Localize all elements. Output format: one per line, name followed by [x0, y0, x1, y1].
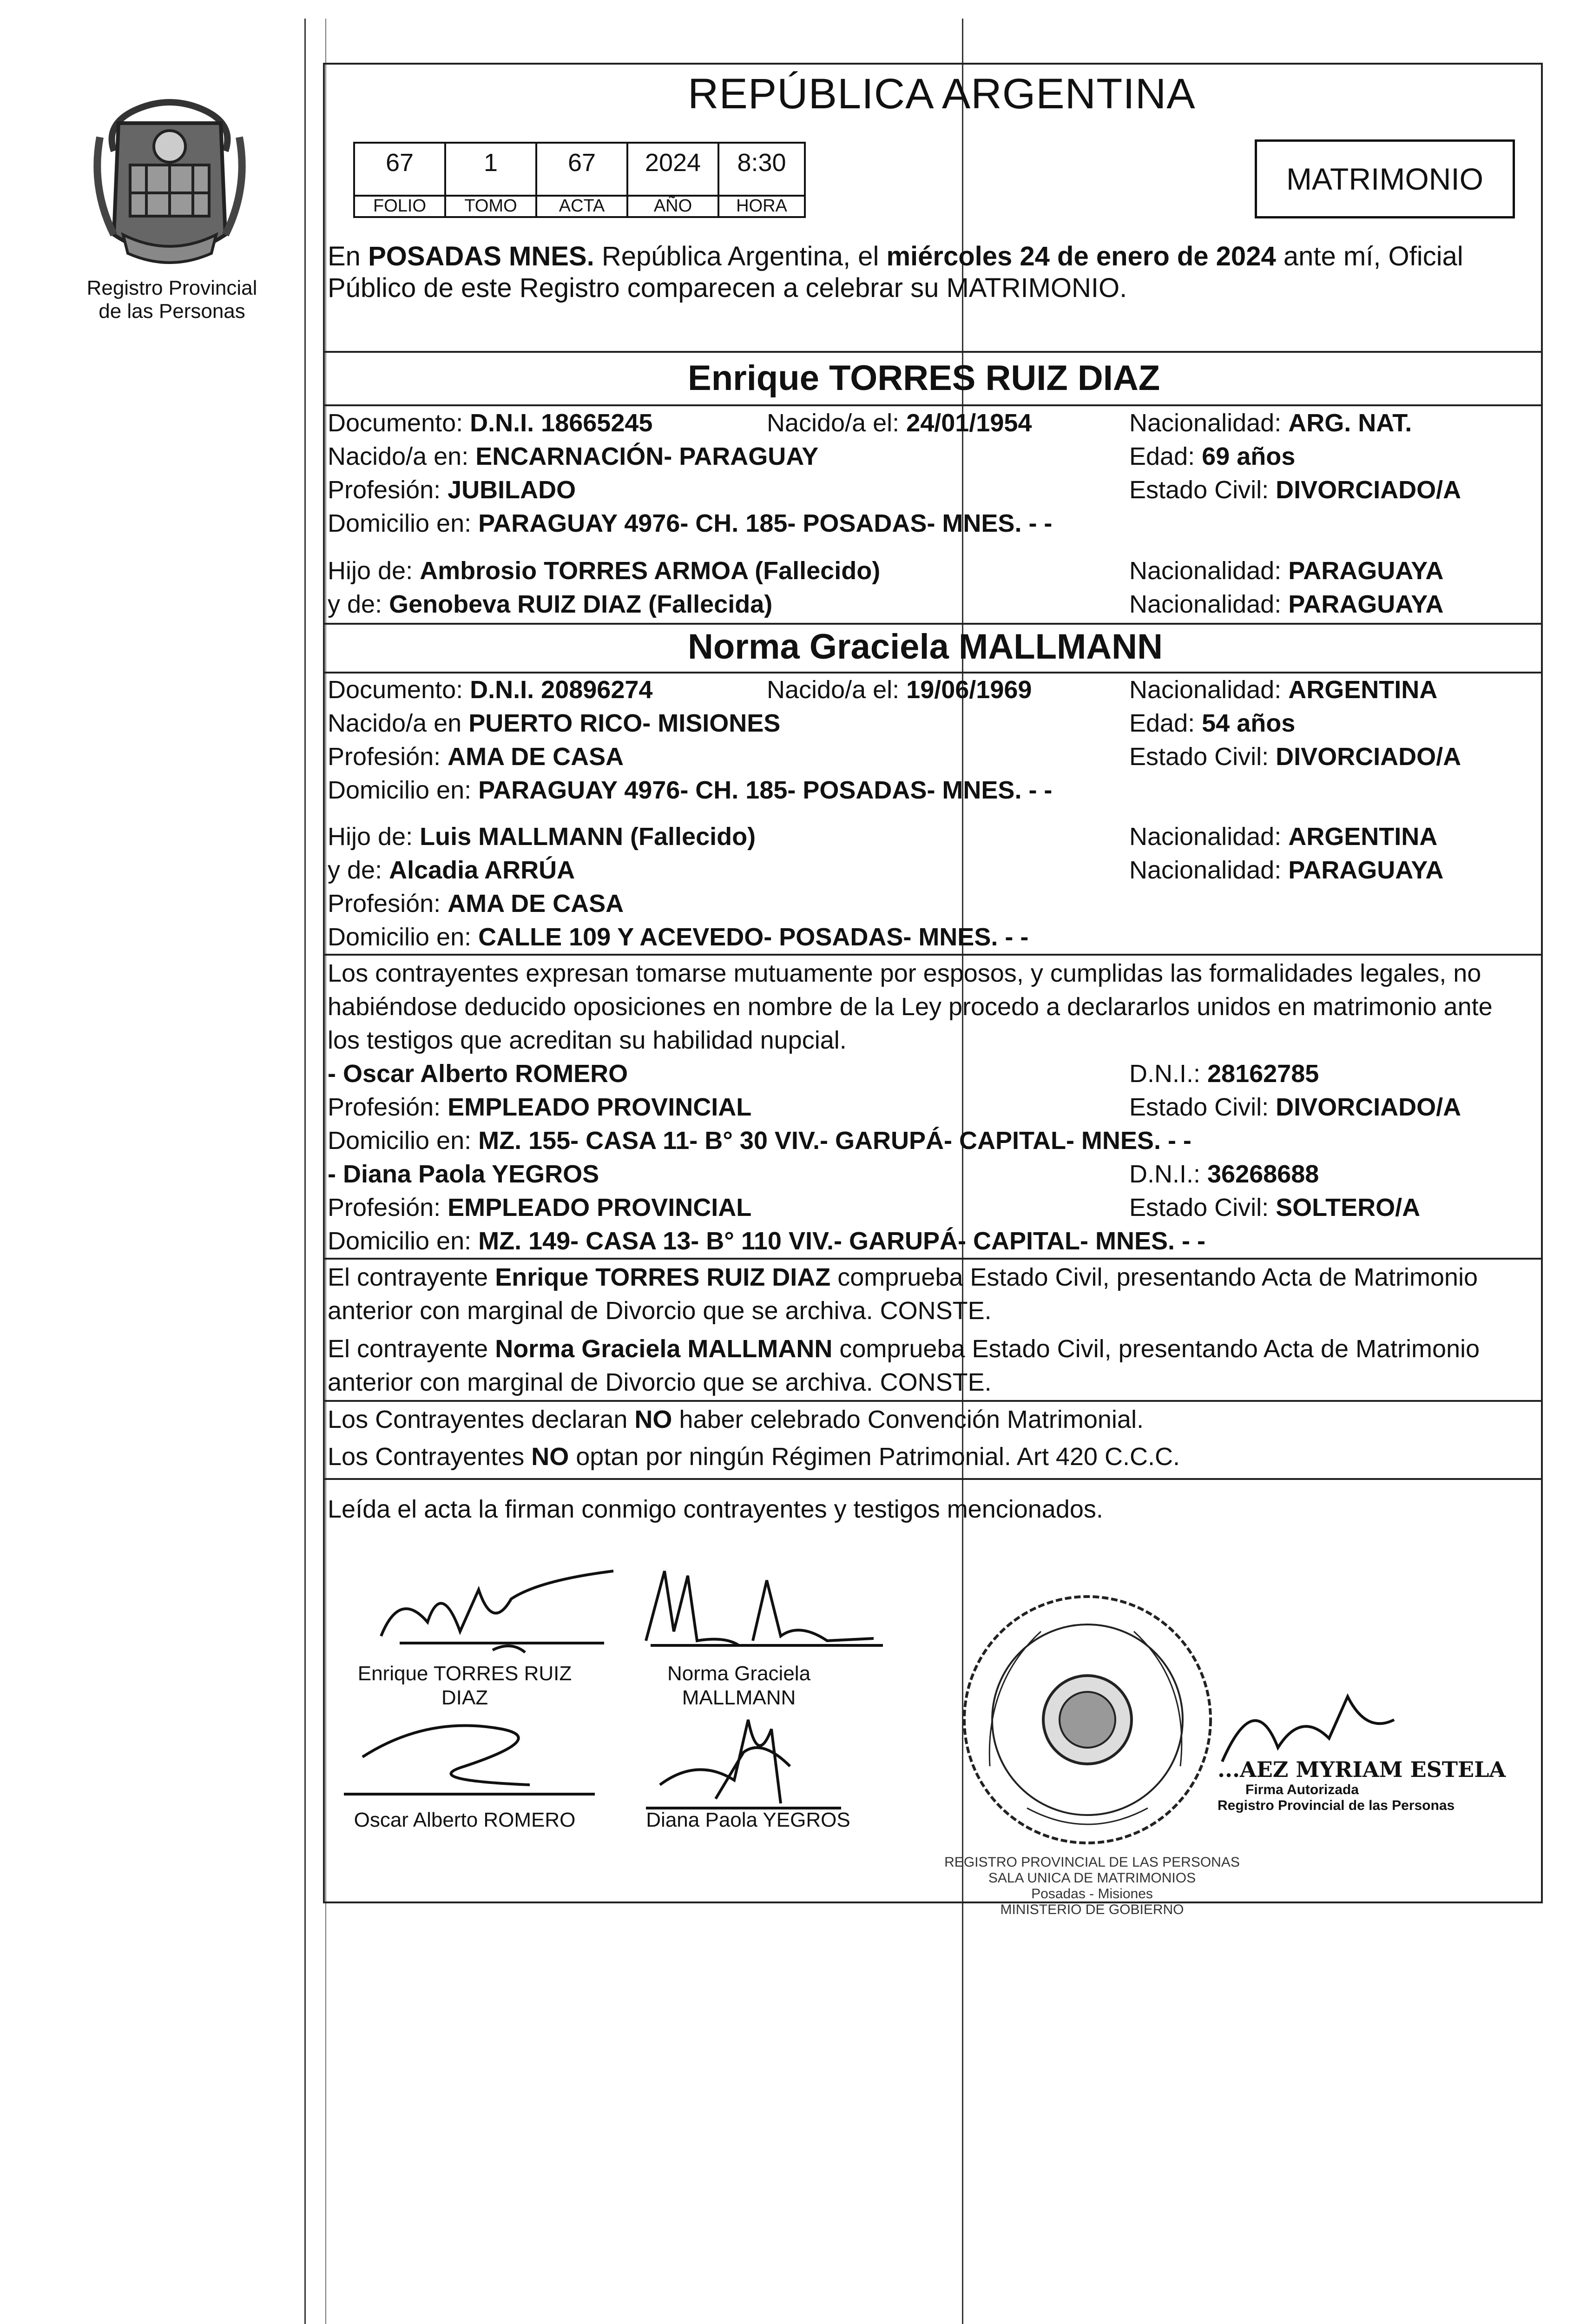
- intro-text-2: República Argentina, el: [594, 241, 887, 271]
- witness1-dni: [1129, 1059, 1319, 1089]
- c2-father: [328, 822, 756, 852]
- signature-oscar-scribble-icon: [335, 1701, 613, 1803]
- signature-label-norma-line2: MALLMANN: [682, 1686, 796, 1709]
- witness1-dom-label: Domicilio en:: [328, 1127, 479, 1155]
- c2-mother-nat-label: Nacionalidad:: [1129, 856, 1289, 884]
- c1-mother: [328, 589, 772, 619]
- stamp-text-group: [929, 1855, 1255, 1918]
- witness2-dom: [328, 1226, 1205, 1256]
- c1-doc: [328, 408, 652, 438]
- intro-date: miércoles 24 de enero de 2024: [886, 241, 1276, 271]
- folio-label: FOLIO: [353, 195, 446, 218]
- witness1-dni-label: D.N.I.:: [1129, 1060, 1208, 1088]
- c2-mother-label: y de:: [328, 856, 389, 884]
- c1-age-label: Edad:: [1129, 442, 1202, 470]
- c1-nat-label: Nacionalidad:: [1129, 409, 1289, 437]
- witness2-name: - Diana Paola YEGROS: [328, 1160, 599, 1188]
- note1-line1: [328, 1262, 1478, 1292]
- page-title: REPÚBLICA ARGENTINA: [688, 70, 1196, 118]
- c2-mother-prof-value: AMA DE CASA: [448, 890, 624, 918]
- intro-text-3: ante mí, Oficial: [1276, 241, 1463, 271]
- c2-mother-dom-value: CALLE 109 Y ACEVEDO- POSADAS- MNES. - -: [478, 923, 1029, 951]
- note3-text-c: haber celebrado Convención Matrimonial.: [672, 1406, 1144, 1433]
- c2-civil-label: Estado Civil:: [1129, 743, 1276, 771]
- witness1-civil: [1129, 1092, 1461, 1122]
- c2-born-label: Nacido/a el:: [767, 676, 907, 704]
- note2-name: Norma Graciela MALLMANN: [495, 1335, 833, 1363]
- note1-text-a: El contrayente: [328, 1263, 495, 1291]
- divider-2: [323, 404, 1543, 406]
- note1-text-c: comprueba Estado Civil, presentando Acta de Matrimonio: [830, 1263, 1478, 1291]
- c1-age: [1129, 442, 1295, 471]
- witness1-civil-value: DIVORCIADO/A: [1276, 1093, 1462, 1121]
- c1-birthplace-value: ENCARNACIÓN- PARAGUAY: [475, 442, 819, 470]
- intro-place: POSADAS MNES.: [368, 241, 594, 271]
- c1-born-label: Nacido/a el:: [767, 409, 907, 437]
- c2-dom-label: Domicilio en:: [328, 776, 479, 804]
- c2-prof-label: Profesión:: [328, 743, 448, 771]
- c2-prof: [328, 742, 624, 772]
- tomo-label: TOMO: [444, 195, 537, 218]
- divider-7: [323, 1400, 1543, 1402]
- official-info: [1218, 1757, 1543, 1814]
- c2-nat-label: Nacionalidad:: [1129, 676, 1289, 704]
- provincial-logo: [86, 95, 253, 272]
- witness2-dni-value: 36268688: [1207, 1160, 1319, 1188]
- signature-label-enrique-line1: Enrique TORRES RUIZ: [357, 1662, 572, 1685]
- c1-father-nat: [1129, 556, 1443, 586]
- c2-born: [767, 675, 1032, 705]
- c1-birthplace-label: Nacido/a en:: [328, 442, 476, 470]
- divider-3: [323, 623, 1543, 625]
- divider-4: [323, 672, 1543, 673]
- act-type-box: [1255, 139, 1515, 218]
- c1-mother-nat-label: Nacionalidad:: [1129, 590, 1289, 618]
- c2-age-value: 54 años: [1202, 709, 1296, 737]
- witness1-prof-value: EMPLEADO PROVINCIAL: [448, 1093, 752, 1121]
- witness1-dni-value: 28162785: [1207, 1060, 1319, 1088]
- c2-mother-nat: [1129, 855, 1443, 885]
- witness2-dom-value: MZ. 149- CASA 13- B° 110 VIV.- GARUPÁ- CAPITAL- MNES. - -: [478, 1227, 1205, 1255]
- stamp-inner-text: SALA UNICA DE MATRIMONIOS: [988, 1870, 1196, 1886]
- c2-dom: [328, 775, 1052, 805]
- c1-father-value: Ambrosio TORRES ARMOA (Fallecido): [420, 557, 881, 585]
- c1-doc-label: Documento:: [328, 409, 470, 437]
- c2-civil: [1129, 742, 1461, 772]
- official-name: ...AEZ MYRIAM ESTELA: [1218, 1757, 1506, 1782]
- intro-text-1: En: [328, 241, 369, 271]
- signature-enrique-scribble-icon: [372, 1562, 632, 1664]
- c2-father-label: Hijo de:: [328, 823, 420, 851]
- c1-dom: [328, 508, 1052, 538]
- contrayente2-name: Norma Graciela MALLMANN: [688, 627, 1163, 667]
- acta-label: ACTA: [535, 195, 628, 218]
- c2-father-nat: [1129, 822, 1437, 852]
- c1-prof-value: JUBILADO: [448, 476, 576, 504]
- divider-6: [323, 1258, 1543, 1260]
- note2-line2: anterior con marginal de Divorcio que se archiva. CONSTE.: [328, 1368, 992, 1396]
- witness2-dom-label: Domicilio en:: [328, 1227, 479, 1255]
- witness1-prof-label: Profesión:: [328, 1093, 448, 1121]
- declaration-line2: habiéndose deducido oposiciones en nombre de la Ley procedo a declararlos unidos en matrimonio ante: [328, 993, 1493, 1021]
- contrayente1-name: Enrique TORRES RUIZ DIAZ: [688, 358, 1160, 398]
- witness1-civil-label: Estado Civil:: [1129, 1093, 1276, 1121]
- signature-label-oscar: Oscar Alberto ROMERO: [354, 1809, 576, 1831]
- c2-age-label: Edad:: [1129, 709, 1202, 737]
- note3-no: NO: [634, 1406, 672, 1433]
- c2-mother-value: Alcadia ARRÚA: [389, 856, 575, 884]
- logo-caption: [79, 277, 265, 323]
- c1-father-nat-value: PARAGUAYA: [1288, 557, 1444, 585]
- witness1-dom-value: MZ. 155- CASA 11- B° 30 VIV.- GARUPÁ- CAPITAL- MNES. - -: [478, 1127, 1192, 1155]
- signature-diana-scribble-icon: [641, 1710, 855, 1822]
- c2-birthplace-label: Nacido/a en: [328, 709, 469, 737]
- witness2-dni: [1129, 1159, 1319, 1189]
- c2-birthplace: [328, 708, 780, 738]
- c2-nat-value: ARGENTINA: [1288, 676, 1438, 704]
- witness1-dom: [328, 1126, 1192, 1155]
- note3-text-a: Los Contrayentes declaran: [328, 1406, 635, 1433]
- c1-mother-label: y de:: [328, 590, 389, 618]
- divider-1: [323, 351, 1543, 353]
- c2-dom-value: PARAGUAY 4976- CH. 185- POSADAS- MNES. - -: [478, 776, 1053, 804]
- c2-doc-label: Documento:: [328, 676, 470, 704]
- note4-no: NO: [531, 1443, 569, 1471]
- c1-doc-value: D.N.I. 18665245: [470, 409, 653, 437]
- misiones-provincial-shield-icon: [86, 95, 253, 272]
- note2-text-c: comprueba Estado Civil, presentando Acta de Matrimonio: [832, 1335, 1480, 1363]
- acta-value: 67: [535, 142, 628, 197]
- c2-nat: [1129, 675, 1437, 705]
- c2-birthplace-value: PUERTO RICO- MISIONES: [468, 709, 781, 737]
- witness2-civil: [1129, 1193, 1420, 1222]
- c2-father-nat-value: ARGENTINA: [1288, 823, 1438, 851]
- witness2-prof-value: EMPLEADO PROVINCIAL: [448, 1194, 752, 1221]
- c2-prof-value: AMA DE CASA: [448, 743, 624, 771]
- official-title2: Registro Provincial de las Personas: [1218, 1798, 1455, 1813]
- c1-nat-value: ARG. NAT.: [1288, 409, 1412, 437]
- witness1-name: - Oscar Alberto ROMERO: [328, 1060, 628, 1088]
- tomo-value: 1: [444, 142, 537, 197]
- c1-prof: [328, 475, 576, 505]
- c1-father-label: Hijo de:: [328, 557, 420, 585]
- signature-label-enrique-line2: DIAZ: [441, 1686, 488, 1709]
- c1-civil: [1129, 475, 1461, 505]
- c2-doc-value: D.N.I. 20896274: [470, 676, 653, 704]
- witness2-dni-label: D.N.I.:: [1129, 1160, 1208, 1188]
- folio-value: 67: [353, 142, 446, 197]
- note2-line1: [328, 1334, 1480, 1364]
- note4-text-a: Los Contrayentes: [328, 1443, 532, 1471]
- c2-mother-prof-label: Profesión:: [328, 890, 448, 918]
- act-type: MATRIMONIO: [1286, 162, 1484, 196]
- divider-5: [323, 954, 1543, 956]
- c2-mother-prof: [328, 889, 624, 918]
- official-title1: Firma Autorizada: [1245, 1782, 1359, 1797]
- note1-line2: anterior con marginal de Divorcio que se archiva. CONSTE.: [328, 1297, 992, 1325]
- c1-civil-value: DIVORCIADO/A: [1276, 476, 1462, 504]
- divider-8: [323, 1478, 1543, 1480]
- left-margin-line: [304, 19, 306, 2324]
- witness2-civil-label: Estado Civil:: [1129, 1194, 1276, 1221]
- ano-value: 2024: [626, 142, 719, 197]
- declaration-line1: Los contrayentes expresan tomarse mutuamente por esposos, y cumplidas las formalidades legales, no: [328, 959, 1481, 987]
- c1-civil-label: Estado Civil:: [1129, 476, 1276, 504]
- ano-label: AÑO: [626, 195, 719, 218]
- c2-mother-dom: [328, 922, 1028, 952]
- c1-dom-label: Domicilio en:: [328, 509, 479, 537]
- note4-text-c: optan por ningún Régimen Patrimonial. Art 420 C.C.C.: [569, 1443, 1180, 1471]
- c1-age-value: 69 años: [1202, 442, 1296, 470]
- c1-father-nat-label: Nacionalidad:: [1129, 557, 1289, 585]
- stamp-ministry-text: MINISTERIO DE GOBIERNO: [1000, 1902, 1184, 1917]
- c2-age: [1129, 708, 1295, 738]
- c1-birthplace: [328, 442, 818, 471]
- c2-father-nat-label: Nacionalidad:: [1129, 823, 1289, 851]
- note3: [328, 1405, 1144, 1434]
- note4: [328, 1442, 1180, 1472]
- logo-caption-line1: Registro Provincial: [86, 277, 257, 299]
- c2-born-value: 19/06/1969: [906, 676, 1032, 704]
- c1-mother-nat-value: PARAGUAYA: [1288, 590, 1444, 618]
- c2-mother: [328, 855, 575, 885]
- signature-label-diana: Diana Paola YEGROS: [646, 1809, 850, 1831]
- witness2-prof-label: Profesión:: [328, 1194, 448, 1221]
- c1-born: [767, 408, 1032, 438]
- c2-mother-dom-label: Domicilio en:: [328, 923, 479, 951]
- c1-dom-value: PARAGUAY 4976- CH. 185- POSADAS- MNES. - -: [478, 509, 1053, 537]
- declaration-line3: los testigos que acreditan su habilidad nupcial.: [328, 1026, 847, 1054]
- hora-label: HORA: [718, 195, 806, 218]
- intro-line1: [328, 242, 1463, 271]
- signature-label-norma: [632, 1662, 846, 1710]
- c2-mother-nat-value: PARAGUAYA: [1288, 856, 1444, 884]
- witness2-prof: [328, 1193, 751, 1222]
- hora-value: 8:30: [718, 142, 806, 197]
- signature-label-norma-line1: Norma Graciela: [667, 1662, 811, 1685]
- c1-mother-value: Genobeva RUIZ DIAZ (Fallecida): [389, 590, 773, 618]
- c1-mother-nat: [1129, 589, 1443, 619]
- stamp-bottom-text: Posadas - Misiones: [1031, 1886, 1153, 1901]
- c1-born-value: 24/01/1954: [906, 409, 1032, 437]
- c2-father-value: Luis MALLMANN (Fallecido): [420, 823, 756, 851]
- signature-norma-scribble-icon: [632, 1562, 892, 1664]
- witness2-civil-value: SOLTERO/A: [1276, 1194, 1421, 1221]
- c1-prof-label: Profesión:: [328, 476, 448, 504]
- official-round-stamp-icon: [957, 1590, 1218, 1850]
- logo-caption-line2: de las Personas: [99, 300, 245, 323]
- c2-civil-value: DIVORCIADO/A: [1276, 743, 1462, 771]
- c1-father: [328, 556, 880, 586]
- closing-text: Leída el acta la firman conmigo contrayentes y testigos mencionados.: [328, 1495, 1103, 1523]
- c1-nat: [1129, 408, 1412, 438]
- note1-name: Enrique TORRES RUIZ DIAZ: [495, 1263, 831, 1291]
- stamp-outer-text: REGISTRO PROVINCIAL DE LAS PERSONAS: [944, 1855, 1240, 1870]
- note2-text-a: El contrayente: [328, 1335, 495, 1363]
- c2-doc: [328, 675, 652, 705]
- intro-line2: Público de este Registro comparecen a celebrar su MATRIMONIO.: [328, 273, 1127, 303]
- witness1-prof: [328, 1092, 751, 1122]
